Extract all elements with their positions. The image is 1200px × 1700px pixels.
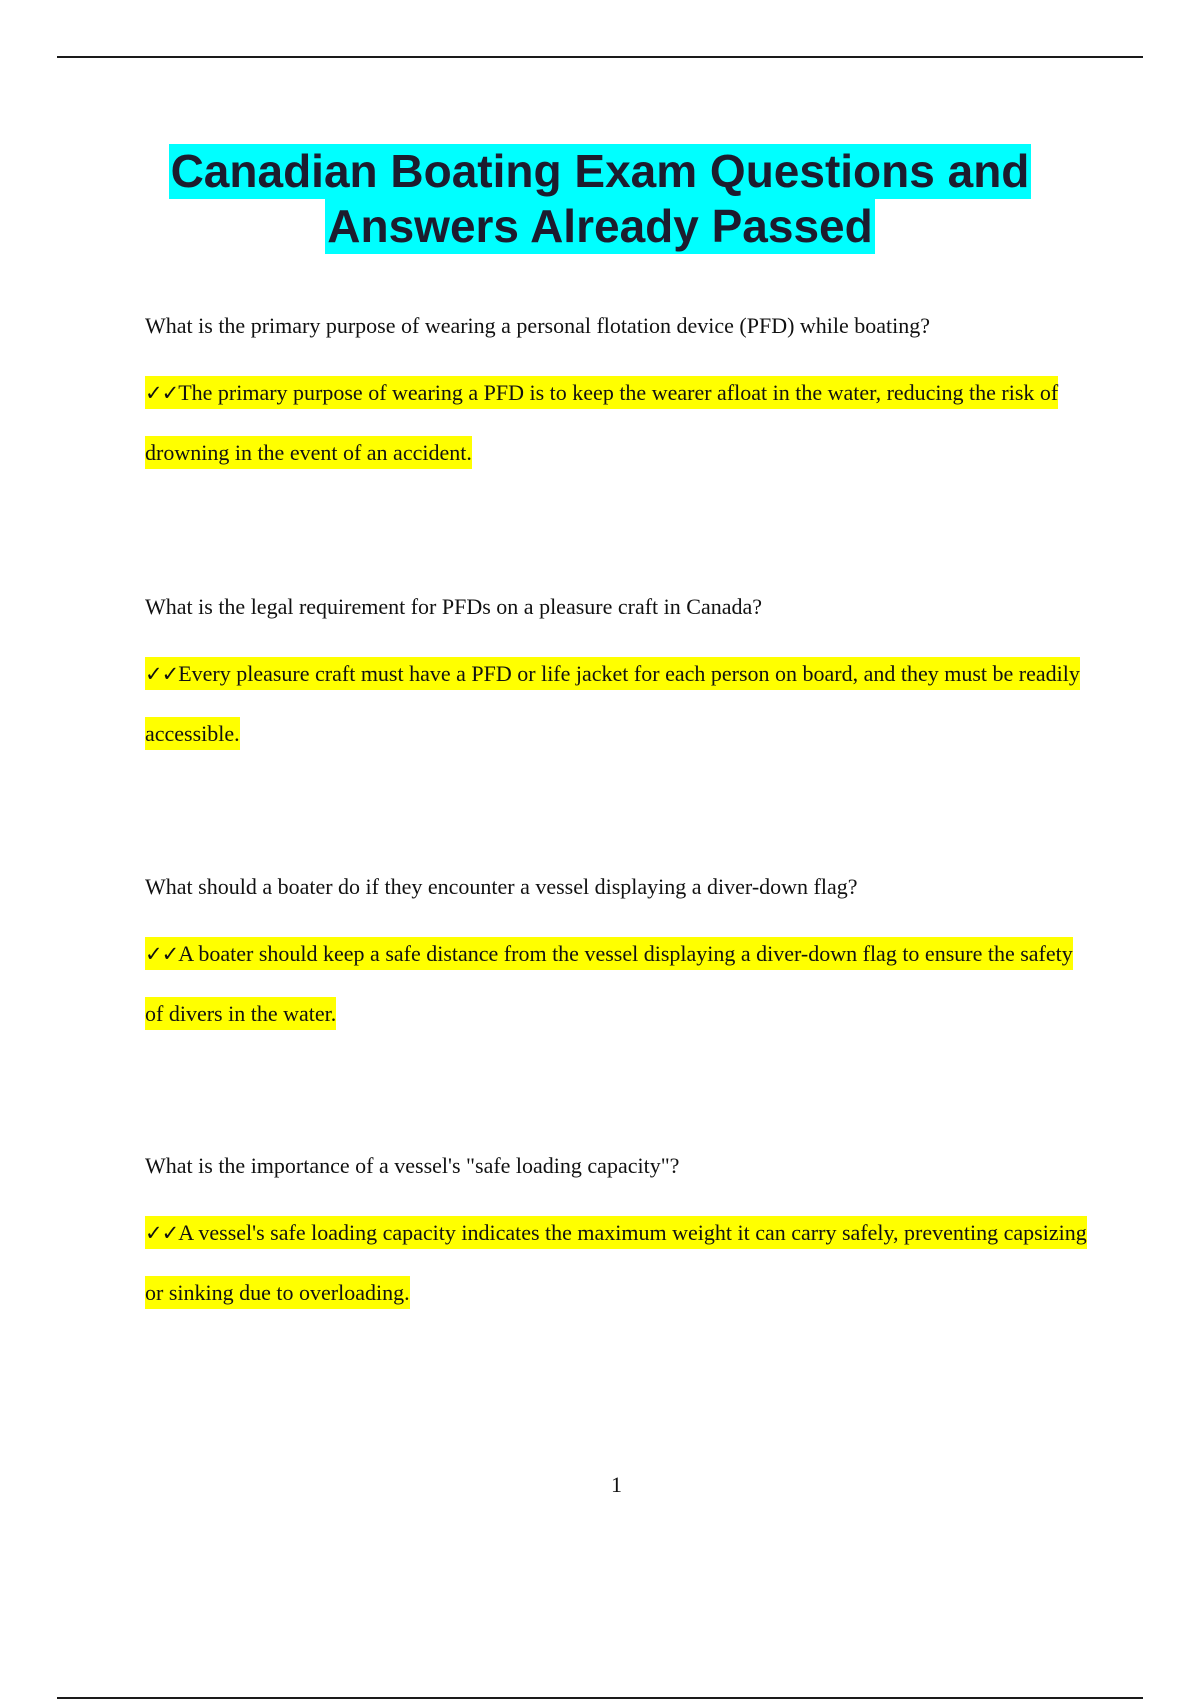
qa-item-4: [145, 1153, 1090, 1323]
answer-4: [145, 1203, 1090, 1323]
question-2: What is the legal requirement for PFDs on a pleasure craft in Canada?: [145, 594, 762, 619]
check-mark-icon: ✓✓: [145, 942, 179, 966]
check-mark-icon: ✓✓: [145, 662, 179, 686]
page-number: 1: [611, 1472, 622, 1497]
answer-1-text: The primary purpose of wearing a PFD is to keep the wearer afloat in the water, reducing the risk of drowning in the event of an accident.: [145, 380, 1059, 465]
bottom-rule: [57, 1697, 1143, 1699]
answer-3-highlight: [145, 937, 1073, 1030]
answer-2-text: Every pleasure craft must have a PFD or life jacket for each person on board, and they must be readily accessible.: [145, 661, 1080, 746]
answer-4-highlight: [145, 1216, 1087, 1309]
answer-2-highlight: [145, 657, 1080, 750]
title-line-2: Answers Already Passed: [327, 200, 873, 252]
question-1: What is the primary purpose of wearing a personal flotation device (PFD) while boating?: [145, 313, 931, 338]
qa-item-2: [145, 594, 1090, 764]
answer-2: [145, 644, 1090, 764]
question-4: What is the importance of a vessel's "safe loading capacity"?: [145, 1153, 680, 1178]
title-line-1: Canadian Boating Exam Questions and: [170, 145, 1030, 197]
check-mark-icon: ✓✓: [145, 381, 179, 405]
answer-4-text: A vessel's safe loading capacity indicates the maximum weight it can carry safely, preventing capsizing or sinking due to overloading.: [145, 1220, 1087, 1305]
question-3: What should a boater do if they encounter a vessel displaying a diver-down flag?: [145, 874, 858, 899]
check-mark-icon: ✓✓: [145, 1221, 179, 1245]
document-title: [0, 144, 1200, 254]
answer-1-highlight: [145, 376, 1058, 469]
answer-3-text: A boater should keep a safe distance from the vessel displaying a diver-down flag to ensure the safety of divers in the water.: [145, 941, 1073, 1026]
qa-item-1: [145, 313, 1090, 483]
top-rule: [57, 56, 1143, 58]
answer-1: [145, 363, 1090, 483]
answer-3: [145, 924, 1090, 1044]
qa-item-3: [145, 874, 1090, 1044]
